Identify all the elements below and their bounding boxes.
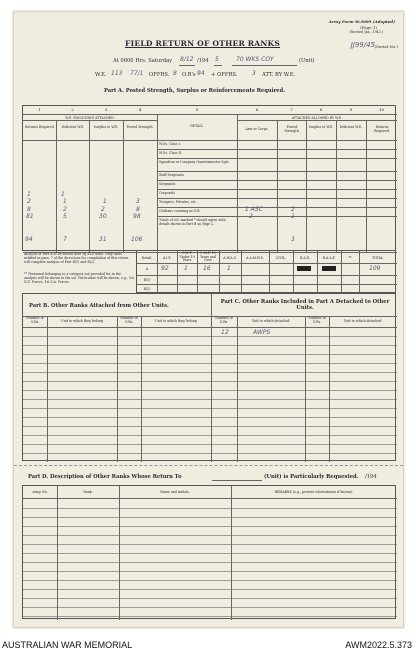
- ruled-line: [23, 598, 397, 599]
- analysis-section: [22, 251, 396, 293]
- hw-cell: 7: [63, 236, 67, 243]
- hw-cell: 31: [99, 236, 107, 243]
- detail-row-label: Squadron or Company Quartermaster Sgts.: [159, 159, 230, 164]
- ruled-line: [23, 435, 397, 436]
- perforation-line: [14, 465, 403, 466]
- serial-number: JJ99/45: [350, 41, 375, 49]
- part-d-col: Rank.: [83, 490, 93, 494]
- hw-cell: 94: [25, 236, 33, 243]
- part-b-col: Unit to which they belong: [61, 319, 103, 323]
- redaction-mark: [297, 266, 311, 271]
- detail-row-label: Civilians counting as O.R.: [159, 209, 201, 213]
- analysis-head: A.W.A.S.: [223, 256, 237, 260]
- col-number: 7: [290, 107, 293, 112]
- hw-cell: 1: [63, 198, 67, 205]
- analysis-head: Detail.: [141, 256, 153, 260]
- at-line-unit-label: (Unit): [299, 58, 315, 64]
- col-number: 3: [104, 107, 108, 112]
- analysis-note: Analysis of Part A to be shown here by ALG units. Only units notified in para. 7 of the directions for compilation of this return will complete analysis of Part B(1) and B(2).: [24, 252, 129, 264]
- form-revised: (Revised Jan., 1943.): [349, 30, 383, 34]
- right-group-header: ATTACHED ALLOWED BY W.E.: [291, 115, 343, 120]
- analysis-head: C.M.F. 19 Years and Over: [200, 251, 216, 263]
- ruled-line: [23, 417, 397, 418]
- ruled-line: [23, 553, 397, 554]
- ruled-line: [23, 381, 397, 382]
- col-header: Deficient W.E.: [339, 125, 363, 129]
- analysis-row-label: B(2): [143, 287, 151, 291]
- hw-cell: 3: [291, 236, 295, 243]
- detail-row-label: Sergeants: [159, 182, 176, 186]
- form-page: (Page 1): [360, 25, 377, 30]
- left-group-header: W.E. EXCLUDING ATTACHED.: [65, 115, 115, 120]
- page-title: FIELD RETURN OF OTHER RANKS: [125, 39, 281, 48]
- col-number: 10: [378, 107, 385, 112]
- footer-bar: [0, 636, 416, 653]
- part-b-col: Number of O.Rs.: [26, 316, 44, 324]
- footer-left: AUSTRALIAN WAR MEMORIAL: [2, 640, 133, 650]
- form-sheet: [13, 11, 404, 628]
- detail-row-label: Troopers, Privates, etc.: [159, 200, 197, 204]
- ruled-line: [23, 345, 397, 346]
- analysis-head: A.A.M.W.S.: [246, 256, 264, 260]
- analysis-o19: 16: [203, 265, 211, 272]
- analysis-aif: 92: [161, 265, 169, 272]
- col-number: 6: [255, 107, 259, 112]
- col-number: 9: [349, 107, 353, 112]
- col-header: Arm or Corps.: [245, 127, 269, 131]
- part-b-title: Part B. Other Ranks Attached from Other Units.: [29, 303, 169, 309]
- col-header: Posted Strength.: [126, 125, 154, 129]
- analysis-head: **: [348, 256, 352, 260]
- at-line-date: 8/12: [180, 56, 194, 63]
- offrs-value: 8: [173, 70, 177, 77]
- analysis-head: R.A.N.: [299, 256, 311, 260]
- at-line-prefix: At 0600 Hrs. Saturday: [113, 58, 173, 64]
- ruled-line: [23, 526, 397, 527]
- ors-value: 94: [197, 70, 205, 77]
- analysis-row-label: A: [145, 267, 149, 271]
- part-d-year: /194: [365, 474, 377, 480]
- ruled-line: [23, 544, 397, 545]
- analysis-note-2: ** Personnel belonging to a category not provided for in the analysis will be shown in the col. Particulars will be shown, e.g., 1st N.Z. Forces, 1st S.A. Forces.: [24, 272, 134, 284]
- att-label: ATT. BY W.E.: [262, 72, 296, 78]
- at-line-unit: 70 WKS COY: [236, 56, 274, 63]
- hw-cell: 8: [27, 206, 31, 213]
- analysis-u19: 1: [184, 265, 188, 272]
- part-c-col: Unit to which detached.: [343, 319, 383, 323]
- ruled-line: [23, 508, 397, 509]
- hw-cell: 2: [63, 206, 67, 213]
- ruled-line: [23, 535, 397, 536]
- part-d-col: Army No.: [32, 490, 48, 494]
- hw-cell: 2: [249, 213, 253, 220]
- ruled-line: [23, 372, 397, 373]
- ruled-line: [23, 453, 397, 454]
- hw-cell: 2: [27, 198, 31, 205]
- col-header: Deficient W.E.: [61, 125, 85, 129]
- col-number: 1: [38, 107, 41, 112]
- analysis-head: R.A.A.F.: [322, 256, 336, 260]
- ruled-line: [23, 589, 397, 590]
- hw-cell: 1: [291, 213, 295, 220]
- hw-cell: 106: [131, 236, 143, 243]
- part-a-table: [22, 105, 396, 251]
- hw-cell: 1 ASC: [245, 206, 263, 213]
- part-b-col: Unit to which they belong: [155, 319, 197, 323]
- offrs2-label: + OFFRS.: [211, 72, 238, 78]
- at-line-year-hw: 5: [215, 56, 219, 63]
- part-d-mid: (Unit) is Particularly Requested.: [264, 474, 359, 480]
- analysis-head: C.M.F. Under 19 Years: [179, 251, 195, 263]
- hw-cell: 98: [133, 213, 141, 220]
- detail-row-label: Staff Sergeants: [159, 173, 185, 177]
- ruled-line: [23, 580, 397, 581]
- part-c-number: 12: [221, 329, 229, 336]
- hw-cell: 30: [99, 213, 107, 220]
- col-number: 4: [138, 107, 142, 112]
- hw-cell: 2: [101, 206, 105, 213]
- part-d-col: REMARKS (e.g., present whereabouts if known).: [274, 490, 354, 494]
- at-line-year: /194: [197, 58, 209, 64]
- ruled-line: [23, 571, 397, 572]
- part-d-table: [22, 485, 396, 619]
- redaction-mark: [322, 266, 336, 271]
- part-c-col: Number of O.Rs.: [215, 316, 233, 324]
- we-value-2: 77/1: [130, 70, 144, 77]
- detail-row-label: W.Os. Class II.: [159, 151, 183, 155]
- offrs-label: OFFRS.: [149, 72, 170, 78]
- footer-right: AWM2022.5.373: [345, 640, 412, 650]
- part-b-col: Number of O.Rs.: [120, 316, 138, 324]
- ruled-line: [23, 408, 397, 409]
- col-header: Returns Required.: [374, 125, 390, 133]
- ruled-line: [23, 363, 397, 364]
- part-c-col: Number of O.Rs.: [308, 316, 326, 324]
- hw-cell: 1: [103, 198, 107, 205]
- we-label: W.E.: [95, 72, 107, 78]
- detail-row-label: Corporals: [159, 191, 175, 195]
- part-c-col: Unit to which detached.: [251, 319, 291, 323]
- col-number: 2: [71, 107, 74, 112]
- part-a-title: Part A. Posted Strength, Surplus or Reinforcements Required.: [104, 88, 286, 94]
- ruled-line: [23, 607, 397, 608]
- detail-row-label: Totals of col. marked * should agree with details shown in Part B on Page 2.: [159, 218, 226, 227]
- analysis-head: A.I.F.: [162, 256, 172, 260]
- detail-row-label: W.Os. Class I.: [159, 142, 181, 146]
- part-c-title: Part C. Other Ranks Included in Part A Detached to Other Units.: [220, 299, 390, 311]
- serial-label: (Serial No.): [374, 44, 398, 49]
- hw-cell: 2: [291, 206, 295, 213]
- part-d-title: Part D. Description of Other Ranks Whose Return To: [28, 474, 182, 480]
- detail-header: DETAIL.: [190, 124, 204, 128]
- att-value: 3: [252, 70, 256, 77]
- hw-cell: 1: [61, 191, 65, 198]
- ruled-line: [23, 426, 397, 427]
- ors-label: O.R's: [182, 72, 196, 78]
- ruled-line: [23, 390, 397, 391]
- col-header: Surplus to W.E.: [308, 125, 334, 129]
- hw-cell: 81: [26, 213, 34, 220]
- part-d-col: Name and Initials.: [160, 490, 190, 494]
- parts-b-c: [22, 293, 396, 461]
- analysis-row-label: B(1): [143, 278, 151, 282]
- analysis-total: 109: [369, 265, 381, 272]
- ruled-line: [23, 399, 397, 400]
- ruled-line: [23, 336, 397, 337]
- ruled-line: [23, 517, 397, 518]
- analysis-awas: 1: [227, 265, 231, 272]
- col-number: 8: [319, 107, 323, 112]
- col-header: Surplus to W.E.: [93, 125, 119, 129]
- analysis-head: CIVIL.: [275, 256, 287, 260]
- hw-cell: 1: [27, 191, 31, 198]
- we-value: 113: [111, 70, 123, 77]
- analysis-head: TOTAL.: [371, 256, 385, 260]
- col-number: 5: [195, 107, 199, 112]
- ruled-line: [23, 354, 397, 355]
- ruled-line: [23, 616, 397, 617]
- hw-cell: 5: [63, 213, 67, 220]
- ruled-line: [23, 562, 397, 563]
- col-header: Posted Strength.: [284, 125, 300, 133]
- col-header: Returns Required.: [25, 125, 55, 129]
- hw-cell: 8: [136, 206, 140, 213]
- ruled-line: [23, 444, 397, 445]
- form-id: Army Form W.3009 (Adapted): [328, 19, 395, 24]
- hw-cell: 3: [136, 198, 140, 205]
- part-c-unit: AWPS: [253, 329, 271, 336]
